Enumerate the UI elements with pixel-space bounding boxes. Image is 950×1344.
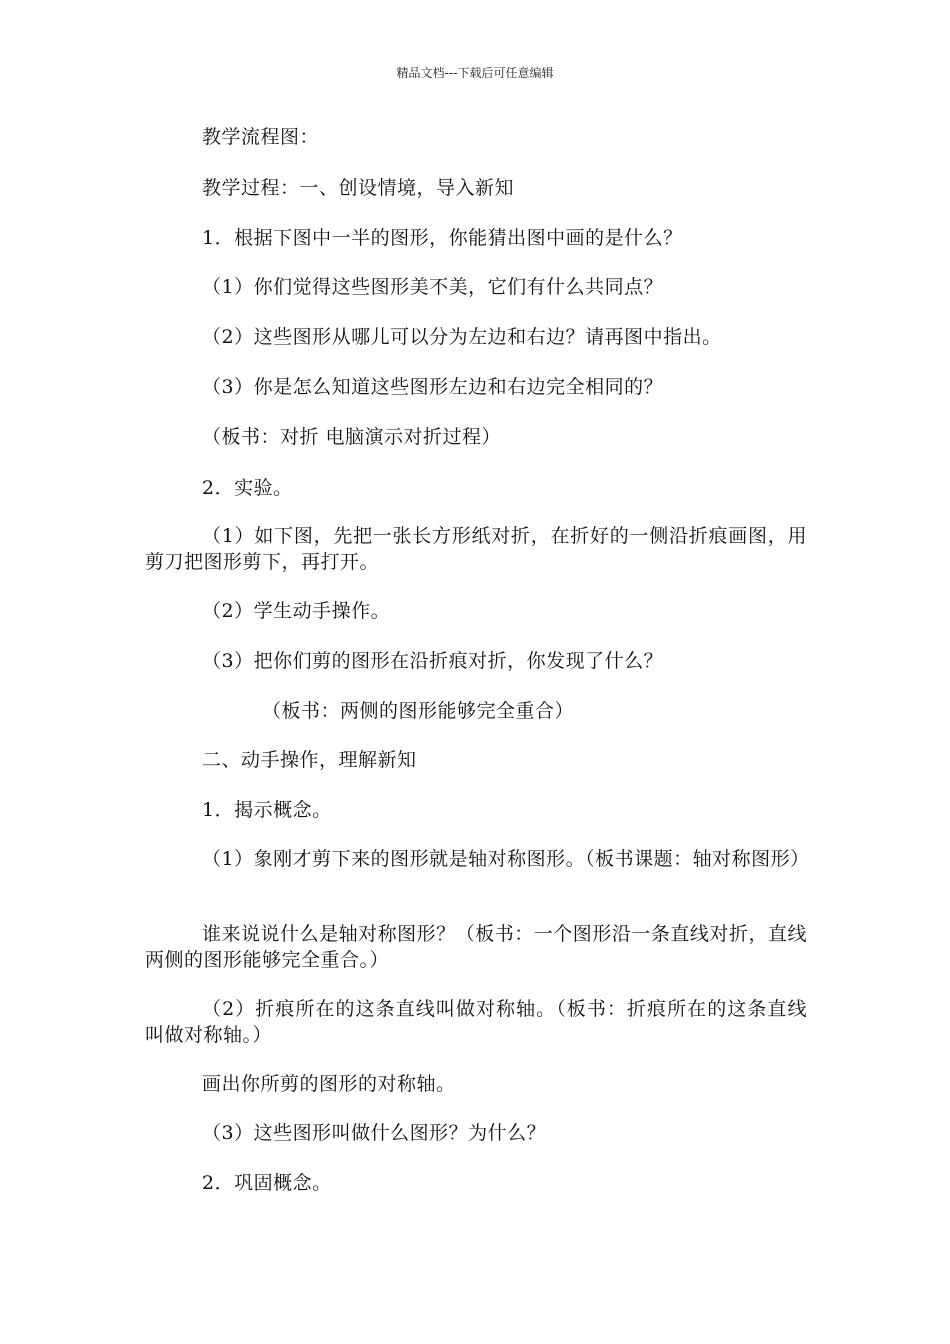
board-note-fold: （板书：对折 电脑演示对折过程） [202, 426, 502, 448]
process-heading: 教学过程：一、创设情境，导入新知 [202, 177, 515, 199]
experiment-step-3: （3）把你们剪的图形在沿折痕对折，你发现了什么？ [202, 650, 664, 672]
item-2-experiment: 2．实验。 [202, 477, 293, 499]
draw-axis-task: 画出你所剪的图形的对称轴。 [202, 1073, 456, 1095]
item-1-concept: 1．揭示概念。 [202, 799, 332, 821]
flowchart-heading: 教学流程图： [202, 126, 320, 148]
concept-step-2: （2）折痕所在的这条直线叫做对称轴。（板书：折痕所在的这条直线叫做对称轴。） [145, 998, 807, 1046]
item-1-guess: 1．根据下图中一半的图形，你能猜出图中画的是什么？ [202, 227, 683, 249]
item-2-consolidate: 2．巩固概念。 [202, 1172, 332, 1194]
question-1: （1）你们觉得这些图形美不美，它们有什么共同点？ [202, 276, 664, 298]
section-2-heading: 二、动手操作，理解新知 [202, 749, 417, 771]
experiment-step-1: （1）如下图，先把一张长方形纸对折，在折好的一侧沿折痕画图，用剪刀把图形剪下，再打开。 [145, 525, 807, 573]
concept-step-3: （3）这些图形叫做什么图形？为什么？ [202, 1122, 547, 1144]
question-2: （2）这些图形从哪儿可以分为左边和右边？请再图中指出。 [202, 326, 722, 348]
experiment-step-2: （2）学生动手操作。 [202, 600, 391, 622]
question-3: （3）你是怎么知道这些图形左边和右边完全相同的？ [202, 376, 664, 398]
concept-step-1: （1）象刚才剪下来的图形就是轴对称图形。（板书课题：轴对称图形） [202, 848, 810, 870]
concept-definition: 谁来说说什么是轴对称图形？（板书：一个图形沿一条直线对折，直线两侧的图形能够完全重合。） [145, 923, 807, 971]
page-header: 精品文档---下载后可任意编辑 [396, 66, 554, 80]
board-note-overlap: （板书：两侧的图形能够完全重合） [262, 700, 575, 722]
